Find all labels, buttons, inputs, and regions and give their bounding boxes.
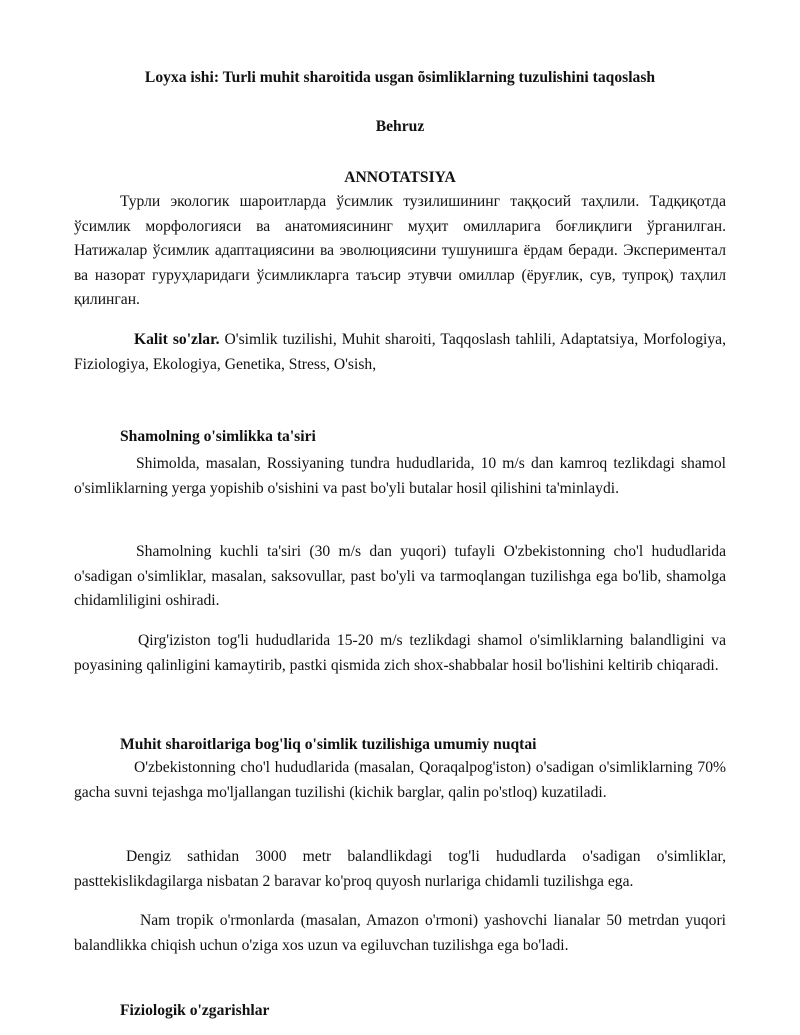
environment-paragraph-1: O'zbekistonning cho'l hududlarida (masalan, Qoraqalpog'iston) o'sadigan o'simliklarning 70% gacha suvni tejashga mo'ljallangan tuzilishi (kichik barglar, qalin po'stloq) kuzatiladi. [74, 759, 726, 801]
section-heading-wind: Shamolning o'simlikka ta'siri [120, 428, 316, 445]
environment-paragraph-2: Dengiz sathidan 3000 metr balandlikdagi tog'li hududlarda o'sadigan o'simliklar, pasttekislikdagilarga nisbatan 2 baravar ko'proq quyosh nurlariga chidamli tuzilishga ega. [74, 848, 726, 890]
keywords-label: Kalit so'zlar. [134, 331, 220, 348]
annotation-paragraph: Турли экологик шароитларда ўсимлик тузилишининг таққосий таҳлили. Тадқиқотда ўсимлик морфологияси ва анатомиясининг муҳит омилларига боғлиқлиги ўрганилган. Натижалар ўсимлик адаптациясини ва эволюциясини тушунишга ёрдам беради. Экспериментал ва назорат гуруҳларидаги ўсимликларга таъсир этувчи омиллар (ёруғлик, сув, тупроқ) таҳлил қилинган. [74, 193, 726, 308]
wind-paragraph-3: Qirg'iziston tog'li hududlarida 15-20 m/s tezlikdagi shamol o'simliklarning balandligini va poyasining qalinligini kamaytirib, pastki qismida zich shox-shabbalar hosil bo'lishini keltirib chiqaradi. [74, 632, 726, 674]
keywords-list: O'simlik tuzilishi, Muhit sharoiti, Taqqoslash tahlili, Adaptatsiya, Morfologiya, Fiziologiya, Ekologiya, Genetika, Stress, O'sish, [74, 331, 726, 373]
keywords-paragraph [74, 328, 726, 377]
author-name: Behruz [375, 118, 425, 135]
wind-paragraph-1: Shimolda, masalan, Rossiyaning tundra hududlarida, 10 m/s dan kamroq tezlikdagi shamol o'simliklarning yerga yopishib o'sishini va past bo'yli butalar hosil qilishini ta'minlaydi. [74, 455, 726, 497]
annotation-heading: ANNOTATSIYA [344, 169, 456, 186]
document-title: Loyxa ishi: Turli muhit sharoitida usgan õsimliklarning tuzulishini taqoslash [144, 69, 656, 86]
wind-paragraph-2: Shamolning kuchli ta'siri (30 m/s dan yuqori) tufayli O'zbekistonning cho'l hududlarida o'sadigan o'simliklar, masalan, saksovullar, past bo'yli va tarmoqlangan tuzilishga ega bo'lib, shamolga chidamliligini oshiradi. [74, 543, 726, 609]
section-heading-environment: Muhit sharoitlariga bog'liq o'simlik tuzilishiga umumiy nuqtai [120, 736, 537, 753]
environment-paragraph-3: Nam tropik o'rmonlarda (masalan, Amazon o'rmoni) yashovchi lianalar 50 metrdan yuqori balandlikka chiqish uchun o'ziga xos uzun va egiluvchan tuzilishga ega bo'ladi. [74, 912, 726, 954]
section-heading-physiology: Fiziologik o'zgarishlar [120, 1002, 270, 1019]
